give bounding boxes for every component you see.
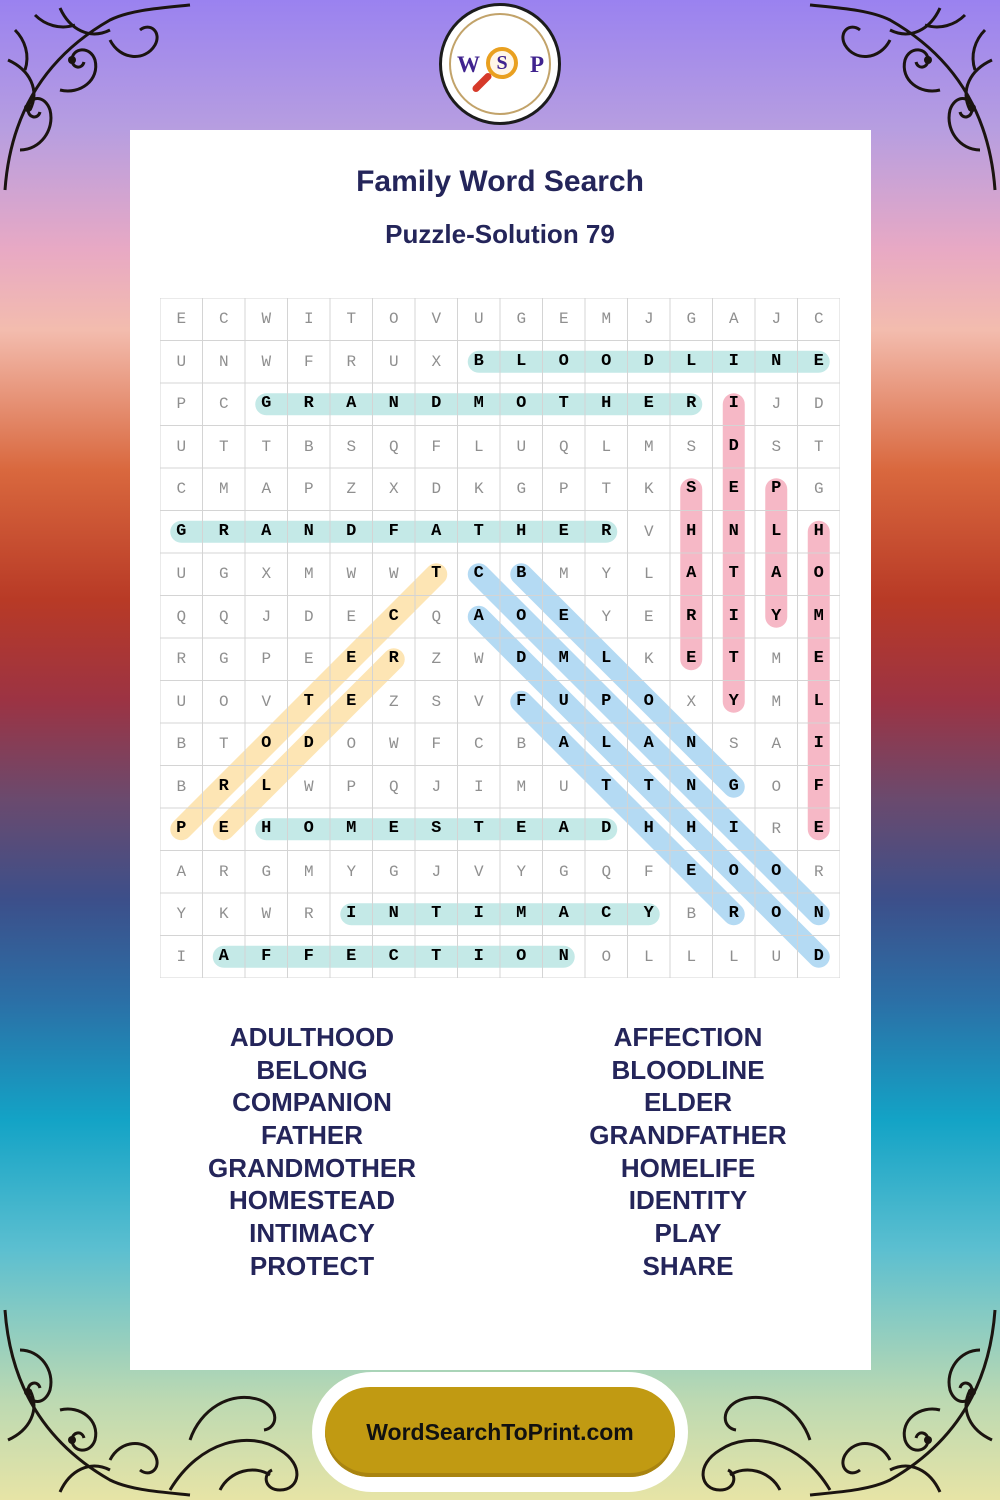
grid-cell: U (558, 777, 569, 796)
grid-cell: I (303, 310, 314, 328)
word-list-item: INTIMACY (249, 1218, 375, 1249)
grid-cell: E (728, 479, 739, 498)
grid-cell: A (643, 734, 654, 753)
word-list-item: COMPANION (232, 1087, 392, 1118)
grid-cell: Y (601, 565, 612, 583)
grid-cell: E (643, 394, 654, 413)
word-list-item: ELDER (643, 1087, 733, 1118)
grid-cell: D (303, 734, 314, 753)
grid-cell: R (218, 776, 229, 796)
grid-cell: J (771, 395, 782, 413)
grid-cell: Q (388, 777, 399, 796)
grid-cell: H (261, 819, 272, 838)
grid-cell: I (813, 734, 824, 753)
grid-cell: D (601, 819, 612, 838)
grid-cell: P (176, 819, 187, 838)
grid-cell: O (813, 564, 824, 583)
grid-cell: L (813, 691, 824, 711)
grid-cell: B (516, 735, 527, 753)
grid-cell: I (728, 606, 739, 626)
grid-cell: O (601, 351, 612, 371)
grid-cell: T (558, 394, 569, 413)
grid-cell: N (388, 904, 399, 923)
grid-cell: Y (176, 905, 187, 923)
grid-cell: O (771, 777, 782, 796)
grid-cell: R (813, 862, 824, 881)
grid-cell: P (176, 395, 187, 413)
grid-cell: V (473, 862, 484, 881)
grid-cell: I (473, 777, 484, 796)
grid-cell: N (813, 904, 824, 923)
grid-cell: R (303, 905, 314, 923)
grid-cell: P (303, 480, 314, 498)
grid-cell: Y (643, 904, 654, 923)
grid-cell: F (261, 946, 272, 966)
grid-cell: L (771, 521, 782, 541)
grid-cell: N (558, 946, 569, 966)
grid-cell: C (218, 310, 229, 328)
word-list-item: AFFECTION (613, 1022, 763, 1052)
word-list-left (147, 1021, 477, 1283)
page-title: Family Word Search (356, 165, 644, 198)
grid-cell: C (473, 564, 484, 583)
grid-cell: A (261, 480, 272, 498)
grid-cell: O (558, 351, 569, 371)
grid-cell: Q (431, 607, 442, 626)
grid-cell: C (218, 395, 229, 413)
grid-cell: E (686, 861, 697, 881)
grid-cell: T (431, 904, 442, 923)
grid-cell: Z (388, 692, 399, 711)
grid-cell: T (643, 776, 654, 796)
grid-cell: C (473, 735, 484, 753)
grid-cell: E (813, 351, 824, 371)
word-list-item: HOMELIFE (620, 1152, 756, 1183)
grid-cell: R (686, 394, 697, 413)
grid-cell: B (176, 735, 187, 753)
word-list-item: IDENTITY (628, 1185, 748, 1216)
grid-cell: J (643, 310, 654, 328)
grid-cell: O (346, 735, 357, 753)
grid-cell: R (388, 649, 399, 668)
grid-cell: T (261, 437, 272, 456)
grid-cell: P (346, 777, 357, 796)
grid-cell: W (473, 650, 484, 668)
grid-cell: B (176, 777, 187, 796)
grid-cell: U (771, 947, 782, 966)
grid-cell: H (516, 521, 527, 541)
grid-cell: A (346, 394, 357, 413)
word-list-item: HOMESTEAD (228, 1185, 396, 1216)
grid-cell: W (261, 310, 272, 328)
grid-cell: M (303, 862, 314, 881)
grid-cell: T (346, 310, 357, 328)
grid-cell: C (601, 904, 612, 923)
grid-cell: B (686, 905, 697, 923)
grid-cell: R (218, 521, 229, 541)
grid-cell: M (473, 394, 484, 413)
grid-cell: K (643, 650, 654, 668)
grid-cell: O (601, 947, 612, 966)
grid-cell: C (176, 480, 187, 498)
grid-cell: A (728, 310, 739, 328)
grid-cell: X (686, 692, 697, 711)
grid-cell: G (388, 862, 399, 881)
grid-cell: T (601, 776, 612, 796)
logo-letter-s: S (496, 52, 508, 74)
grid-cell: E (686, 649, 697, 668)
wsp-logo[interactable] (439, 3, 561, 125)
grid-cell: H (686, 819, 697, 838)
grid-cell: W (261, 905, 272, 923)
word-list-item: FATHER (260, 1120, 364, 1151)
grid-cell: A (431, 521, 442, 541)
grid-cell: O (728, 861, 739, 881)
grid-cell: O (218, 692, 229, 711)
grid-cell: A (558, 734, 569, 753)
grid-cell: K (643, 480, 654, 498)
grid-cell: Z (431, 650, 442, 668)
grid-cell: J (431, 777, 442, 796)
grid-cell: M (771, 692, 782, 711)
grid-cell: U (558, 691, 569, 711)
grid-cell: G (516, 480, 527, 498)
grid-cell: S (346, 437, 357, 456)
website-label: WordSearchToPrint.com (366, 1419, 634, 1445)
grid-cell: L (601, 734, 612, 753)
grid-cell: F (813, 776, 824, 796)
grid-cell: Q (176, 607, 187, 626)
grid-cell: W (303, 777, 314, 796)
grid-cell: E (346, 607, 357, 626)
grid-cell: T (728, 649, 739, 668)
grid-cell: N (303, 521, 314, 541)
grid-cell: O (771, 904, 782, 923)
grid-cell: Y (601, 607, 612, 626)
grid-cell: O (771, 861, 782, 881)
word-list-item: BELONG (256, 1054, 368, 1085)
grid-cell: U (176, 437, 187, 456)
grid-cell: G (218, 650, 229, 668)
grid-cell: L (643, 565, 654, 583)
grid-cell: M (601, 310, 612, 328)
grid-cell: K (473, 480, 484, 498)
grid-cell: I (176, 947, 187, 966)
grid-cell: C (813, 310, 824, 328)
grid-cell: M (516, 777, 527, 796)
grid-cell: I (473, 946, 484, 966)
grid-cell: N (218, 352, 229, 371)
grid-cell: T (728, 564, 739, 583)
grid-cell: Z (346, 480, 357, 498)
grid-cell: L (728, 947, 739, 966)
grid-cell: N (388, 394, 399, 413)
grid-cell: A (473, 606, 484, 626)
grid-cell: I (473, 904, 484, 923)
grid-cell: Q (218, 607, 229, 626)
grid-cell: F (303, 946, 314, 966)
grid-cell: E (346, 691, 357, 711)
grid-cell: U (176, 352, 187, 371)
grid-cell: C (388, 946, 399, 966)
word-list-item: SHARE (642, 1250, 734, 1281)
grid-cell: F (516, 691, 527, 711)
grid-cell: A (771, 735, 782, 753)
grid-cell: T (431, 946, 442, 966)
grid-cell: Y (728, 691, 739, 711)
grid-cell: R (346, 352, 357, 371)
grid-cell: R (176, 650, 187, 668)
grid-cell: N (686, 776, 697, 796)
grid-cell: L (601, 437, 612, 456)
grid-cell: M (303, 565, 314, 583)
grid-cell: O (643, 691, 654, 711)
grid-cell: N (771, 351, 782, 371)
word-list-item: PROTECT (249, 1250, 375, 1281)
grid-cell: W (261, 352, 272, 371)
word-list-item: GRANDMOTHER (208, 1152, 416, 1183)
grid-cell: R (771, 820, 782, 838)
grid-cell: R (601, 521, 612, 541)
grid-cell: S (431, 692, 442, 711)
grid-cell: L (473, 437, 484, 456)
grid-cell: D (346, 521, 357, 541)
grid-cell: R (218, 862, 229, 881)
grid-cell: D (431, 480, 442, 498)
grid-cell: U (176, 565, 187, 583)
grid-cell: X (431, 352, 442, 371)
grid-cell: V (261, 692, 272, 711)
grid-cell: M (346, 819, 357, 838)
grid-cell: Y (516, 862, 527, 881)
grid-cell: G (261, 862, 272, 881)
grid-cell: H (601, 394, 612, 413)
grid-cell: U (516, 437, 527, 456)
grid-cell: Y (346, 862, 357, 881)
grid-cell: M (218, 480, 229, 498)
word-list-item: PLAY (654, 1218, 722, 1249)
grid-cell: I (728, 351, 739, 371)
grid-cell: B (516, 564, 527, 583)
grid-cell: L (601, 649, 612, 668)
logo-letter-w: W (457, 52, 480, 77)
grid-cell: D (516, 649, 527, 668)
grid-cell: U (176, 692, 187, 711)
word-list-item: ADULTHOOD (229, 1022, 395, 1052)
grid-cell: V (473, 692, 484, 711)
grid-cell: X (388, 480, 399, 498)
grid-cell: I (728, 819, 739, 838)
grid-cell: S (771, 437, 782, 456)
grid-cell: R (686, 606, 697, 626)
grid-cell: A (771, 564, 782, 583)
grid-cell: E (388, 819, 399, 838)
grid-cell: T (431, 564, 442, 583)
grid-cell: K (218, 905, 229, 923)
grid-cell: P (771, 479, 782, 498)
word-list-item: GRANDFATHER (589, 1120, 787, 1151)
grid-cell: G (176, 521, 187, 541)
grid-cell: P (558, 480, 569, 498)
grid-cell: J (261, 607, 272, 626)
word-list-right (523, 1021, 853, 1283)
grid-cell: T (303, 691, 314, 711)
grid-cell: S (431, 819, 442, 838)
grid-cell: Q (388, 437, 399, 456)
grid-cell: D (813, 946, 824, 966)
grid-cell: A (558, 904, 569, 923)
grid-cell: U (473, 310, 484, 328)
grid-cell: E (218, 819, 229, 838)
grid-cell: M (558, 649, 569, 668)
grid-cell: F (431, 437, 442, 456)
grid-cell: G (728, 776, 739, 796)
grid-cell: M (643, 437, 654, 456)
grid-cell: M (558, 565, 569, 583)
grid-cell: F (388, 521, 399, 541)
grid-cell: D (303, 607, 314, 626)
grid-cell: X (261, 565, 272, 583)
grid-cell: D (728, 436, 739, 456)
grid-cell: T (813, 437, 824, 456)
grid-cell: B (473, 351, 484, 371)
grid-cell: V (431, 310, 442, 328)
grid-cell: E (346, 649, 357, 668)
grid-cell: T (473, 819, 484, 838)
grid-cell: W (388, 565, 399, 583)
grid-cell: E (813, 819, 824, 838)
grid-cell: O (516, 606, 527, 626)
website-button[interactable] (325, 1387, 675, 1477)
grid-cell: T (473, 521, 484, 541)
grid-cell: L (686, 351, 697, 371)
grid-cell: A (558, 819, 569, 838)
grid-cell: O (388, 310, 399, 328)
grid-cell: E (813, 649, 824, 668)
grid-cell: Q (558, 437, 569, 456)
grid-cell: E (176, 310, 187, 328)
grid-cell: A (686, 564, 697, 583)
grid-cell: P (601, 691, 612, 711)
grid-cell: D (643, 351, 654, 371)
grid-cell: N (686, 734, 697, 753)
grid-cell: J (771, 310, 782, 328)
grid-cell: A (261, 521, 272, 541)
grid-cell: O (516, 946, 527, 966)
grid-cell: E (558, 606, 569, 626)
grid-cell: G (218, 565, 229, 583)
grid-cell: U (388, 352, 399, 371)
grid-cell: N (728, 521, 739, 541)
grid-cell: I (728, 394, 739, 413)
grid-cell: T (218, 735, 229, 753)
grid-cell: E (558, 310, 569, 328)
grid-cell: E (558, 521, 569, 541)
grid-cell: H (813, 521, 824, 541)
grid-cell: R (728, 904, 739, 923)
grid-cell: F (431, 735, 442, 753)
grid-cell: E (516, 819, 527, 838)
grid-cell: J (431, 862, 442, 881)
grid-cell: H (686, 521, 697, 541)
grid-cell: T (218, 437, 229, 456)
grid-cell: T (601, 480, 612, 498)
grid-cell: L (686, 947, 697, 966)
word-list-item: BLOODLINE (611, 1054, 765, 1085)
grid-cell: O (516, 394, 527, 413)
grid-cell: M (516, 904, 527, 923)
grid-cell: G (813, 480, 824, 498)
grid-cell: I (346, 904, 357, 923)
grid-cell: E (643, 607, 654, 626)
grid-cell: F (643, 862, 654, 881)
grid-cell: G (686, 310, 697, 328)
grid-cell: S (686, 479, 697, 498)
grid-cell: R (303, 394, 314, 413)
grid-cell: S (686, 437, 697, 456)
grid-cell: D (431, 394, 442, 413)
grid-cell: D (813, 395, 824, 413)
grid-cell: H (643, 819, 654, 838)
grid-cell: Y (771, 606, 782, 626)
grid-cell: C (388, 606, 399, 626)
grid-cell: G (261, 394, 272, 413)
logo-letter-p: P (530, 52, 545, 77)
grid-cell: G (516, 310, 527, 328)
grid-cell: E (346, 946, 357, 966)
grid-cell: O (261, 734, 272, 753)
grid-cell: P (261, 650, 272, 668)
grid-cell: G (558, 862, 569, 881)
grid-cell: Q (601, 862, 612, 881)
grid-cell: W (388, 735, 399, 753)
grid-cell: W (346, 565, 357, 583)
grid-cell: A (218, 946, 229, 966)
grid-cell: F (303, 352, 314, 371)
word-search-grid (160, 298, 840, 978)
grid-cell: L (643, 947, 654, 966)
grid-cell: E (303, 650, 314, 668)
grid-cell: M (771, 650, 782, 668)
grid-cell: V (643, 522, 654, 541)
grid-cell: L (261, 776, 272, 796)
grid-cell: L (516, 351, 527, 371)
grid-cell: M (813, 606, 824, 626)
grid-cell: S (728, 735, 739, 753)
grid-cell: A (176, 862, 187, 881)
grid-cell: O (303, 819, 314, 838)
grid-cell: B (303, 437, 314, 456)
page-subtitle: Puzzle-Solution 79 (385, 219, 615, 249)
